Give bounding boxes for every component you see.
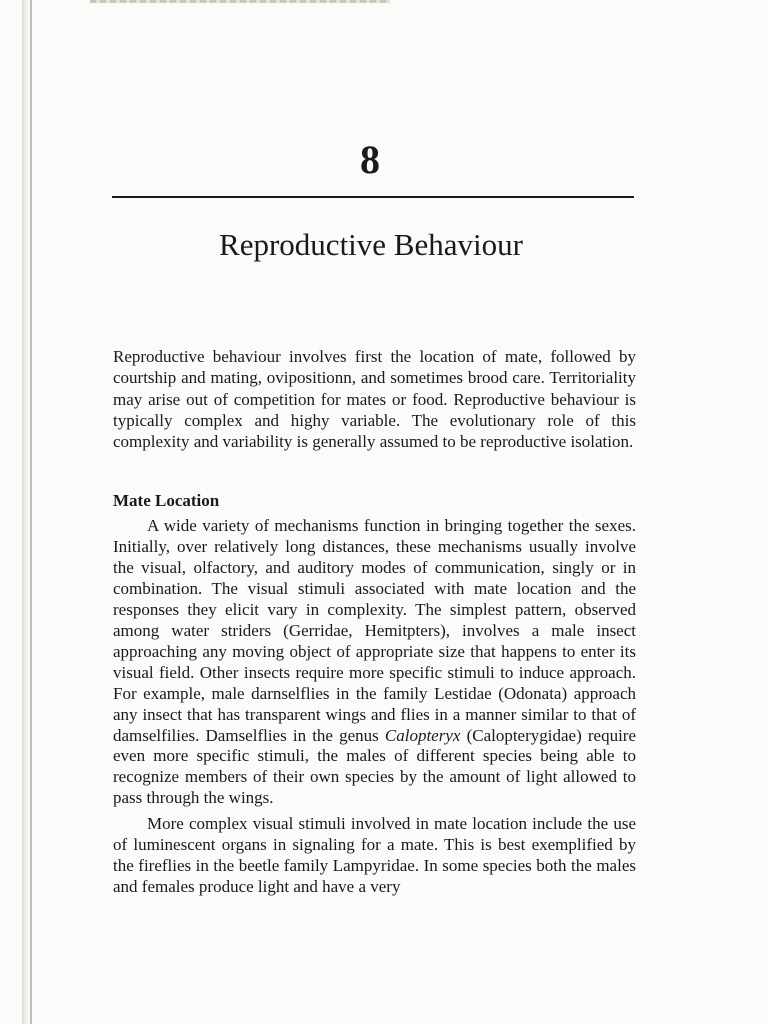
body-paragraph-1 [113,516,636,809]
chapter-divider [112,196,634,198]
chapter-number: 8 [360,137,380,182]
genus-name-italic: Calopteryx [384,725,461,745]
chapter-title: Reproductive Behaviour [219,227,523,262]
section-body [113,516,636,898]
paragraph-1-text-start: A wide variety of mechanisms function in bringing together the sexes. Initially, over relatively long distances, these mechanisms usually involve the visual, olfactory, and auditory modes of communication, singly or in combination. The visual stimuli associated with mate location and the responses they elicit vary in complexity. The simplest pattern, observed among water striders (Gerridae, Hemitpters), involves a male insect approaching any moving object of appropriate size that happens to enter its visual field. Other insects require more specific stimuli to induce approach. For example, male darnselflies in the family Lestidae (Odonata) approach any insect that has transparent wings and flies in a manner similar to that of damselfilies. Damselflies in the genus [113,516,636,745]
paragraph-1-text-end: (Calopterygidae) require even more specific stimuli, the males of different species being able to recognize members of their own species by the amount of light allowed to pass through the wings. [113,725,637,808]
section-heading: Mate Location [113,491,220,510]
page-top-edge [90,0,390,3]
intro-paragraph: Reproductive behaviour involves first the location of mate, followed by courtship and mating, ovipositionn, and sometimes brood care. Territoriality may arise out of competition for mates or food. Reproductive behaviour is typically complex and highy variable. The evolutionary role of this complexity and variability is generally assumed to be reproductive isolation. [113,347,636,452]
body-paragraph-2: More complex visual stimuli involved in mate location include the use of luminescent organs in signaling for a mate. This is best exemplified by the fireflies in the beetle family Lampyridae. In some species both the males and females produce light and have a very [113,814,636,897]
intro-paragraph-block [113,346,636,452]
